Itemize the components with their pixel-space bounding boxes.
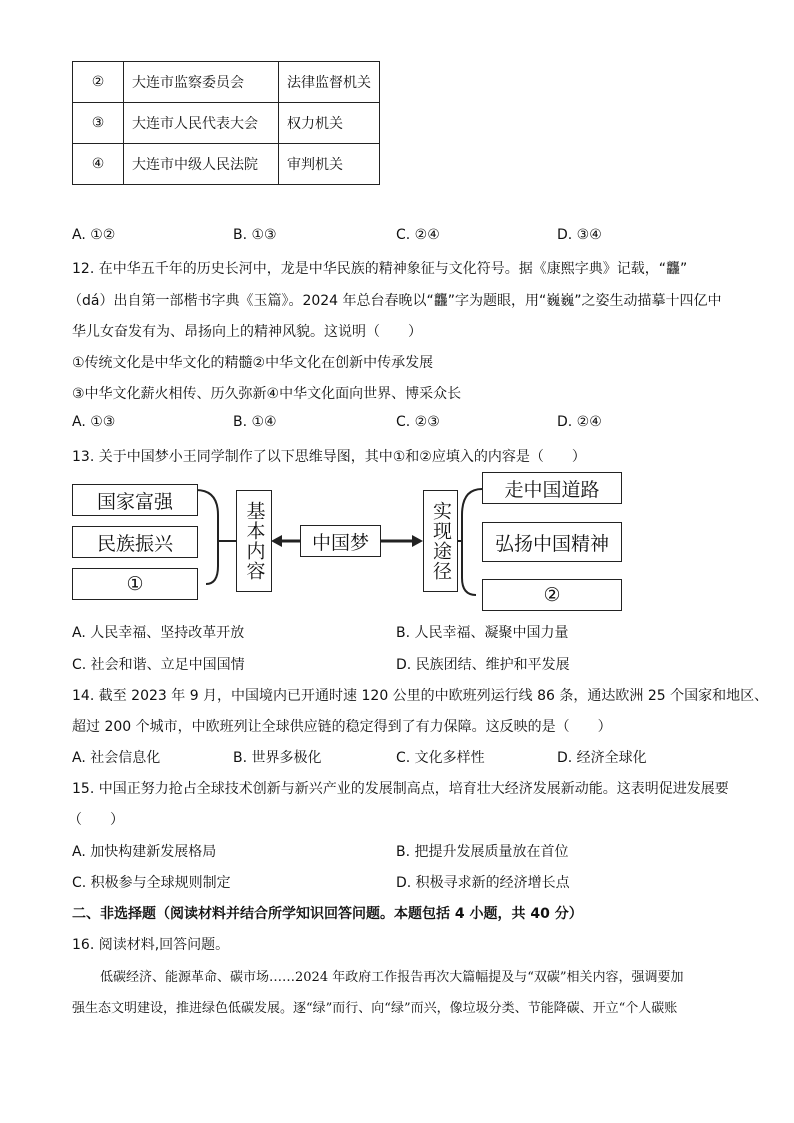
q15-option-a: A. 加快构建新发展格局: [72, 844, 217, 860]
q16-stem: 16. 阅读材料,回答问题。: [72, 937, 230, 953]
table-cell: 大连市人民代表大会: [124, 103, 279, 144]
q15-option-d: D. 积极寻求新的经济增长点: [396, 875, 570, 891]
basic-content-label: [236, 490, 272, 592]
q14-stem-line2: 超过 200 个城市，中欧班列让全球供应链的稳定得到了有力保障。这反映的是（ ）: [72, 719, 612, 735]
table-cell: 审判机关: [279, 144, 380, 185]
q12-statements-1: ①传统文化是中华文化的精髓②中华文化在创新中传承发展: [72, 355, 434, 371]
q12-stem-line3: 华儿女奋发有为、昂扬向上的精神风貌。这说明（ ）: [72, 324, 422, 340]
table-cell: ④: [73, 144, 124, 185]
left-box-2: 民族振兴: [72, 526, 198, 558]
section-heading: 二、非选择题（阅读材料并结合所学知识回答问题。本题包括 4 小题，共 40 分）: [72, 906, 583, 922]
q14-option-c: C. 文化多样性: [396, 750, 485, 766]
q13-option-c: C. 社会和谐、立足中国国情: [72, 657, 245, 673]
q15-option-b: B. 把提升发展质量放在首位: [396, 844, 569, 860]
q13-option-d: D. 民族团结、维护和平发展: [396, 657, 570, 673]
chinese-dream-box: 中国梦: [300, 525, 381, 557]
implementation-label: [423, 490, 458, 592]
q16-material-line1: 低碳经济、能源革命、碳市场……2024 年政府工作报告再次大篇幅提及与“双碳”相关内容，强调要加: [100, 970, 684, 985]
q12-stem-line1: 12. 在中华五千年的历史长河中，龙是中华民族的精神象征与文化符号。据《康熙字典》记载，“龘”: [72, 261, 688, 277]
left-box-blank-1: ①: [72, 568, 198, 600]
right-box-1: 走中国道路: [482, 472, 622, 504]
table-cell: 法律监督机关: [279, 62, 380, 103]
q12-stem-line2: （dá）出自第一部楷书字典《玉篇》。2024 年总台春晚以“龘”字为题眼，用“巍巍”之姿生动描摹十四亿中: [68, 293, 722, 309]
q12-statements-2: ③中华文化薪火相传、历久弥新④中华文化面向世界、博采众长: [72, 386, 462, 402]
table-cell: 大连市中级人民法院: [124, 144, 279, 185]
q15-stem-line1: 15. 中国正努力抢占全球技术创新与新兴产业的发展制高点，培育壮大经济发展新动能。这表明促进发展要: [72, 781, 729, 797]
q14-stem-line1: 14. 截至 2023 年 9 月，中国境内已开通时速 120 公里的中欧班列运行线 86 条，通达欧洲 25 个国家和地区、: [72, 688, 769, 704]
basic-content-text: 基本内容: [243, 501, 266, 581]
q12-option-d: D. ②④: [557, 414, 602, 430]
q13-stem: 13. 关于中国梦小王同学制作了以下思维导图，其中①和②应填入的内容是（ ）: [72, 449, 586, 465]
right-box-blank-2: ②: [482, 579, 622, 611]
table-cell: ②: [73, 62, 124, 103]
q14-option-a: A. 社会信息化: [72, 750, 161, 766]
q11-option-c: C. ②④: [396, 227, 440, 243]
q13-option-a: A. 人民幸福、坚持改革开放: [72, 625, 245, 641]
q16-material-line2: 强生态文明建设，推进绿色低碳发展。逐“绿”而行、向“绿”而兴，像垃圾分类、节能降碳、开立“个人碳账: [72, 1001, 678, 1016]
q15-stem-line2: （ ）: [68, 812, 124, 828]
q11-option-a: A. ①②: [72, 227, 116, 243]
q14-option-b: B. 世界多极化: [233, 750, 322, 766]
q12-option-a: A. ①③: [72, 414, 116, 430]
table-cell: 大连市监察委员会: [124, 62, 279, 103]
q12-option-b: B. ①④: [233, 414, 277, 430]
right-box-2: 弘扬中国精神: [482, 522, 622, 562]
q11-option-b: B. ①③: [233, 227, 277, 243]
table-cell: ③: [73, 103, 124, 144]
table-cell: 权力机关: [279, 103, 380, 144]
q14-option-d: D. 经济全球化: [557, 750, 647, 766]
q12-option-c: C. ②③: [396, 414, 440, 430]
q13-option-b: B. 人民幸福、凝聚中国力量: [396, 625, 569, 641]
q15-option-c: C. 积极参与全球规则制定: [72, 875, 231, 891]
q11-option-d: D. ③④: [557, 227, 602, 243]
implementation-text: 实现途径: [430, 501, 452, 581]
left-box-1: 国家富强: [72, 484, 198, 516]
